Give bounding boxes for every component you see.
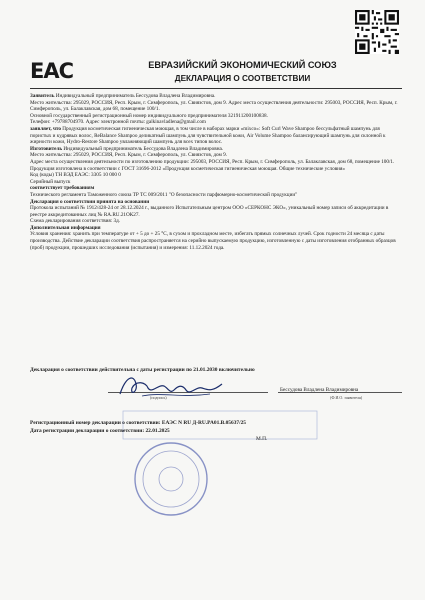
header-divider [30,88,402,89]
manufacturer-value: Индивидуальный предприниматель Бессудова Владлена Владимировна. [63,145,224,152]
name-line [278,392,402,393]
applicant-paragraph [30,93,402,100]
serial-release: Серийный выпуск [30,178,71,185]
union-title: ЕВРАЗИЙСКИЙ ЭКОНОМИЧЕСКИЙ СОЮЗ [148,60,337,70]
basis-label: Декларация о соответствии принята на основании [30,198,150,205]
signature-caption: (подпись) [150,395,167,400]
tnved-code: Код (коды) ТН ВЭД ЕАЭС: 3305 10 000 0 [30,172,121,179]
applicant-address: Место жительства: 295029, РОССИЯ, Респ. Крым, г. Симферополь, ул. Свиязстов, дом 9. Адрес места осуществления деятельности: 295003, РОССИЯ, Респ. Крым, г. Симферополь, ул. Балаклавская, дом 68, помещение 100/1. [30,99,398,113]
product-value: Продукция косметическая гигиеническая моющая, в том числе в наборах марки «mixco»: Soft Curl Wave Shampoo бессульфатный шампунь для пористых и кудрявых волос, ReBalance Shampoo деликатный шампунь для чувствительной кожи, Air Volume Shampoo балансирующий шампунь для склонной к жирности кожи, Hydro-Restore Shampoo увлажняющий шампунь для всех типов волос. [30,125,386,146]
product-standard: Продукция изготовлена в соответствии с ГОСТ 31696-2012 «Продукция косметическая гигиеническая моющая. Общие технические условия» [30,165,345,172]
validity-statement: Декларация о соответствии действительна с даты регистрации по 21.01.2030 включительно [30,367,255,373]
round-seal [132,440,210,518]
additional-label: Дополнительная информация [30,224,101,231]
scheme: Схема декларирования соответствия: 3д. [30,218,121,225]
handwritten-signature [112,366,232,406]
applicant-ogrn: Основной государственный регистрационный номер индивидуального предпринимателя 321911200100838. [30,112,268,119]
name-caption: (Ф.И.О. заявителя) [330,395,363,400]
additional-value: Условия хранения: хранить при температуре от + 5 до + 25 °С, в сухом и прохладном месте, избегать прямых солнечных лучей. Срок годности 24 месяца с даты производства. Действие декларации соответствия распространяется на серийно выпускаемую продукцию, изготовленную с даты изготовления отобранных образцов (проб) продукции, прошедших исследования (испытания) и измерения: 11.12.2024 года. [30,231,396,251]
declaration-body [30,93,402,251]
registration-date: Дата регистрации декларации о соответствии: 22.01.2025 [30,428,170,434]
manufacturer-address: Место жительства: 295029, РОССИЯ, Респ. Крым, г. Симферополь, ул. Свиязстов, дом 9. [30,152,227,159]
applicant-value: Индивидуальный предприниматель Бессудова Владлена Владимировна. [55,93,216,99]
declaration-title: ДЕКЛАРАЦИЯ О СООТВЕТСТВИИ [174,74,311,83]
requirements-value: Технического регламента Таможенного союза ТР ТС 009/2011 "О безопасности парфюмерно-косметической продукции" [30,191,298,198]
basis-value: Протокола испытаний № 1912/428-24 от 28.12.2024 г., выданного Испытательным центром ООО «СЕРКОНС ЭКО», уникальный номер записи об аккредитации в реестре аккредитованных лиц № RA.RU.21ОК27. [30,205,389,218]
manufacturer-activity: Адрес места осуществления деятельности по изготовлению продукции: 295003, РОССИЯ, Респ. Крым, г. Симферополь, ул. Балаклавская, дом 68, помещение 100/1. [30,158,395,165]
applicant-contacts: Телефон: +79788704970. Адрес электронной почты: galkinavladlena@gmail.com [30,119,206,126]
applicant-name: Бессудова Владлена Владимировна [280,387,359,393]
stamp-place-label: М.П. [256,436,268,442]
requirements-label: соответствует требованиям [30,185,95,192]
product-label: заявляет, что [30,125,61,132]
registration-number: Регистрационный номер декларации о соответствии: ЕАЭС N RU Д-RU.PA01.B.05637/25 [30,420,246,426]
applicant-label: Заявитель [30,93,55,99]
registration-stamp [122,410,318,440]
manufacturer-label: Изготовитель [30,145,63,152]
qr-code-icon [355,10,399,54]
product-paragraph [30,126,402,146]
eac-mark-icon: EAC [30,59,74,83]
